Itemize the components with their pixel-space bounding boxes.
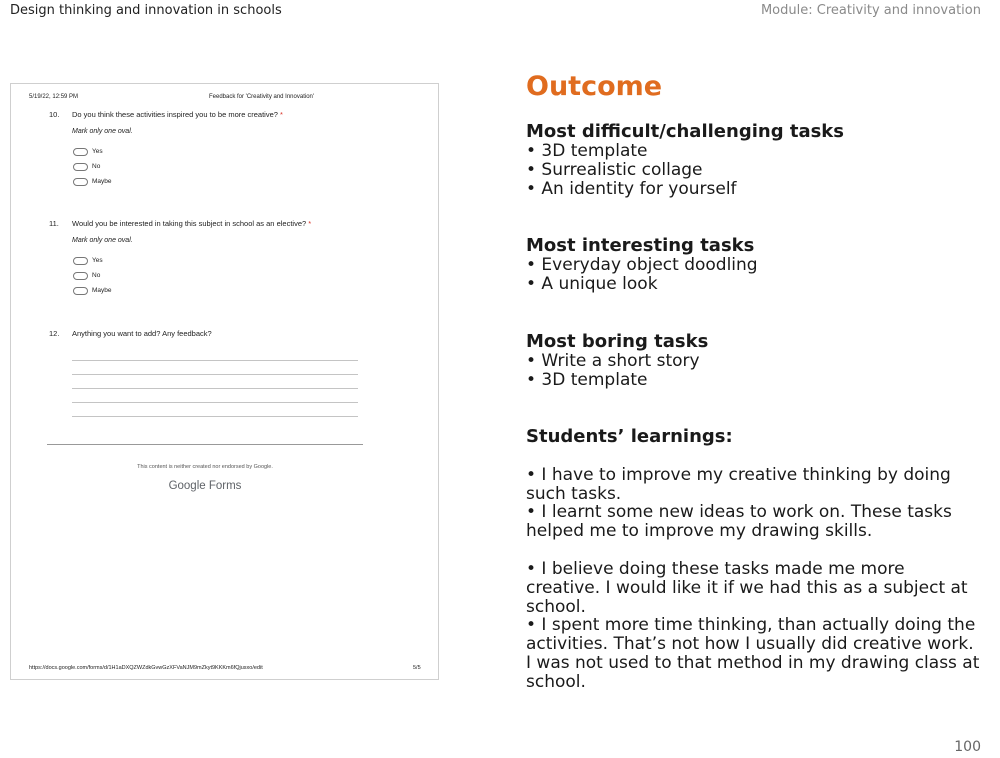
form-print-title: Feedback for 'Creativity and Innovation' [209, 94, 315, 100]
difficult-tasks-heading: Most difficult/challenging tasks [526, 121, 844, 142]
form-screenshot: 5/19/22, 12:59 PM Feedback for 'Creativity and Innovation' 10. Do you think these activities inspired you to be more creative? * Mark only one oval. Yes No Maybe 11. Would you be interested in taking this subject in school as an elective? * Mark only one oval. Yes No Maybe 12. Anything you want to add? Any feedback? This content is neither created nor endorsed by Google. Google Forms https://docs.google.com/forms/d/1H1aDXQZWZdkGvwGzXFVaNJM9mZkyt9KKKm6fQjusxo/edit 5/5 [10, 83, 439, 680]
learning-item: • I have to improve my creative thinking by doing such tasks. [526, 465, 951, 504]
question-number: 12. [49, 329, 60, 338]
form-print-date: 5/19/22, 12:59 PM [29, 94, 79, 100]
required-marker: * [308, 219, 312, 228]
question-hint: Mark only one oval. [72, 128, 133, 135]
list-item: • Write a short story [526, 351, 700, 371]
module-title: Module: Creativity and innovation [760, 3, 981, 18]
google-forms-logo: Google Forms [168, 480, 242, 492]
question-hint: Mark only one oval. [72, 237, 133, 244]
list-item: • Everyday object doodling [526, 255, 758, 275]
answer-line[interactable] [72, 360, 358, 361]
list-item: • Surrealistic collage [526, 160, 703, 180]
list-item: • 3D template [526, 141, 648, 161]
learnings-heading: Students’ learnings: [526, 426, 733, 447]
radio-oval[interactable] [73, 178, 88, 186]
radio-oval[interactable] [73, 287, 88, 295]
question-text: Would you be interested in taking this subject in school as an elective? * [72, 219, 312, 228]
learning-item: • I spent more time thinking, than actually doing the activities. That’s not how I usually did creative work. I was not used to that method in my drawing class at school. [526, 615, 980, 692]
radio-oval[interactable] [73, 148, 88, 156]
answer-line[interactable] [72, 374, 358, 375]
learning-item: • I believe doing these tasks made me more creative. I would like it if we had this as a subject at school. [526, 559, 968, 617]
answer-line[interactable] [72, 416, 358, 417]
list-item: • 3D template [526, 370, 648, 390]
boring-tasks-heading: Most boring tasks [526, 331, 709, 352]
question-number: 10. [49, 110, 60, 119]
radio-oval[interactable] [73, 257, 88, 265]
header-title: Design thinking and innovation in schools [10, 3, 282, 18]
answer-line[interactable] [72, 402, 358, 403]
google-disclaimer: This content is neither created nor endorsed by Google. [137, 464, 273, 470]
question-text: Do you think these activities inspired you to be more creative? * [72, 110, 283, 119]
form-divider [47, 444, 363, 445]
answer-line[interactable] [72, 388, 358, 389]
interesting-tasks-heading: Most interesting tasks [526, 235, 755, 256]
radio-oval[interactable] [73, 272, 88, 280]
form-url: https://docs.google.com/forms/d/1H1aDXQZWZdkGvwGzXFVaNJM9mZkyt9KKKm6fQjusxo/edit [29, 665, 263, 671]
radio-oval[interactable] [73, 163, 88, 171]
required-marker: * [280, 110, 283, 119]
form-page-indicator: 5/5 [413, 665, 421, 671]
page-number: 100 [954, 739, 981, 755]
list-item: • A unique look [526, 274, 658, 294]
outcome-title: Outcome [526, 71, 663, 102]
question-text: Anything you want to add? Any feedback? [72, 329, 212, 338]
question-number: 11. [49, 219, 59, 228]
list-item: • An identity for yourself [526, 179, 737, 199]
learning-item: • I learnt some new ideas to work on. These tasks helped me to improve my drawing skills. [526, 502, 952, 541]
